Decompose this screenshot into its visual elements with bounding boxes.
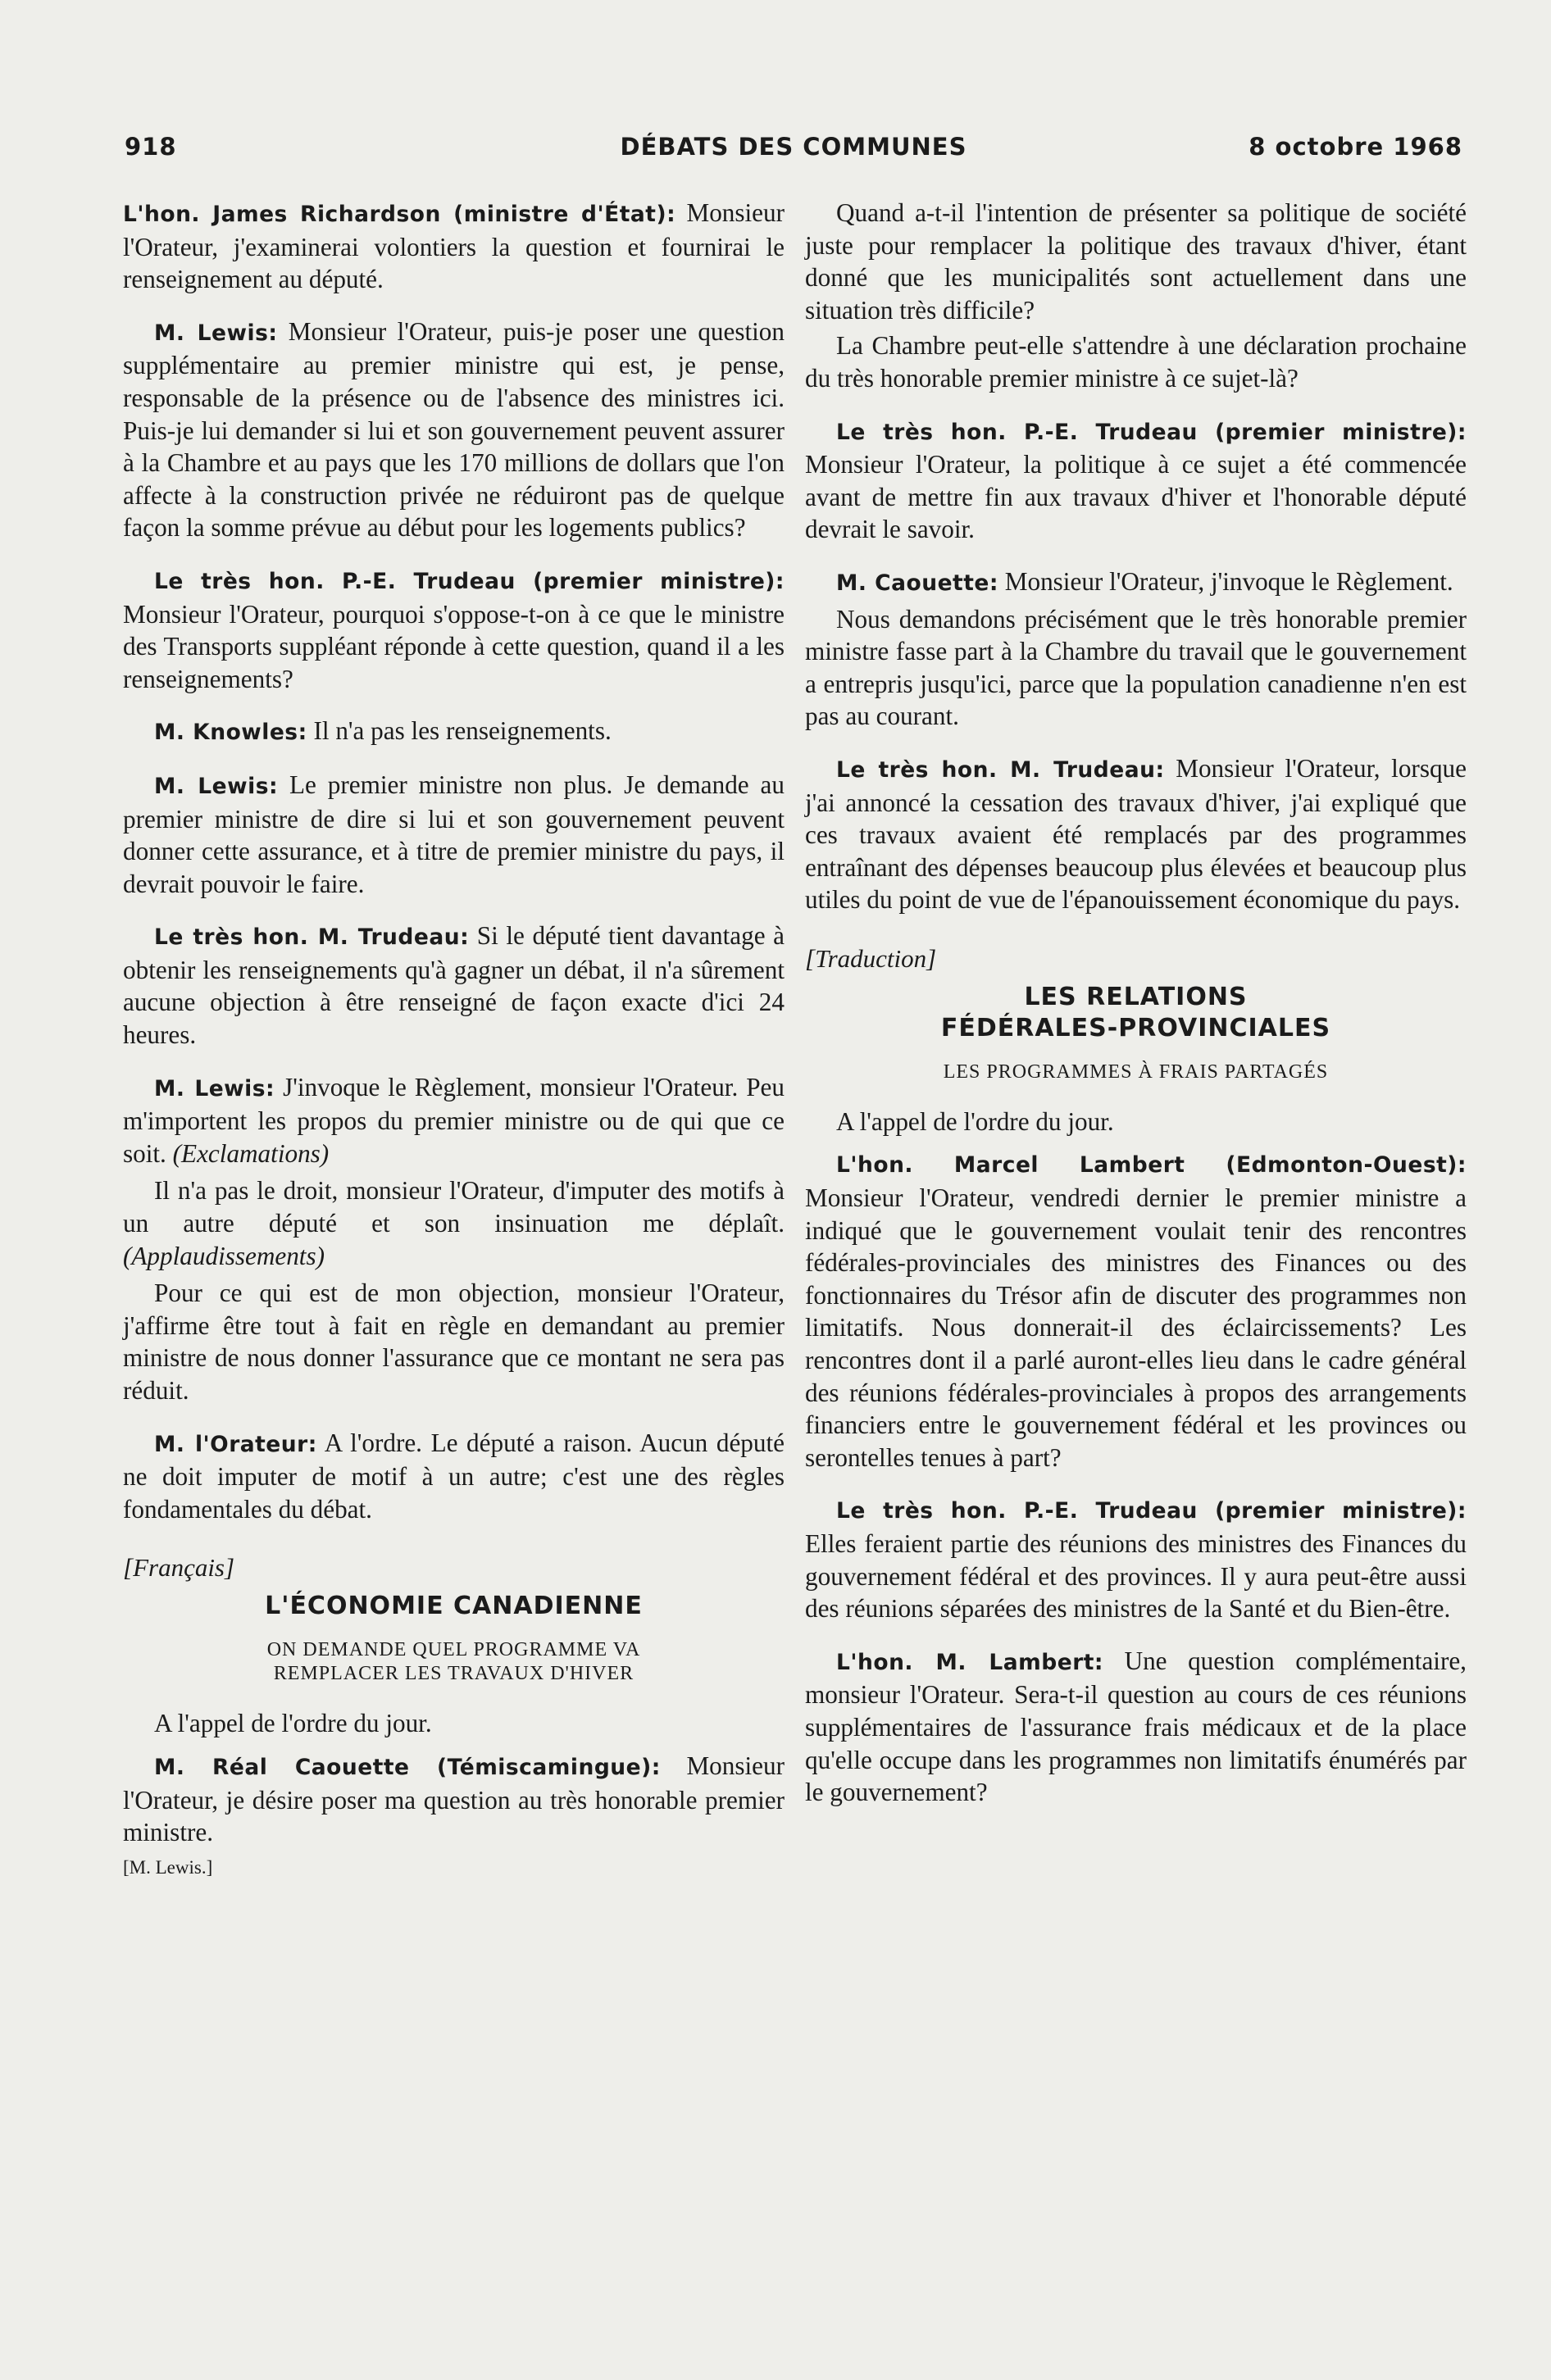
stage-note: (Exclamations) bbox=[172, 1138, 330, 1168]
speech-paragraph: Le très hon. P.-E. Trudeau (premier ministre): Elles feraient partie des réunions des ministres des Finances du gouvernement fédéral et des provinces. Il y aura peut-être aussi des réunions séparées des ministres de la Santé et du Bien-être. bbox=[805, 1498, 1467, 1624]
speech-paragraph: Le très hon. P.-E. Trudeau (premier ministre): Monsieur l'Orateur, pourquoi s'oppose-t-on à ce que le ministre des Transports suppléant réponde à cette question, quand il a les renseignements? bbox=[123, 568, 785, 693]
page-header bbox=[125, 133, 1462, 170]
speech-paragraph: M. Lewis: Le premier ministre non plus. Je demande au premier ministre de dire si lui et son gouvernement peuvent donner cette assurance, et à titre de premier ministre du pays, il devrait pouvoir le faire. bbox=[123, 770, 785, 898]
speech-paragraph: M. Lewis: J'invoque le Règlement, monsieur l'Orateur. Peu m'importent les propos du premier ministre ou de qui que ce soit. (Exclamations) bbox=[123, 1072, 785, 1168]
speaker-name: M. Réal Caouette (Témiscamingue): bbox=[154, 1754, 661, 1780]
footer-note: [M. Lewis.] bbox=[123, 1856, 213, 1878]
speech-paragraph: M. Réal Caouette (Témiscamingue): Monsieur l'Orateur, je désire poser ma question au très honorable premier ministre. bbox=[123, 1751, 785, 1847]
speaker-name: M. Lewis: bbox=[154, 320, 278, 346]
speaker-name: M. Knowles: bbox=[154, 720, 307, 746]
page-date: 8 octobre 1968 bbox=[1249, 133, 1462, 161]
speech-paragraph: Le très hon. P.-E. Trudeau (premier ministre): Monsieur l'Orateur, la politique à ce sujet a été commencée avant de mettre fin aux travaux d'hiver et l'honorable député devrait le savoir. bbox=[805, 419, 1467, 544]
speaker-name: M. l'Orateur: bbox=[154, 1431, 317, 1457]
section-subtitle: ON DEMANDE QUEL PROGRAMME VA REMPLACER LES TRAVAUX D'HIVER bbox=[266, 1639, 641, 1685]
speech-paragraph: La Chambre peut-elle s'attendre à une déclaration prochaine du très honorable premier ministre à ce sujet-là? bbox=[805, 331, 1467, 393]
order-call: A l'appel de l'ordre du jour. bbox=[836, 1106, 1114, 1136]
speaker-name: Le très hon. P.-E. Trudeau (premier ministre): bbox=[836, 419, 1467, 445]
speech-paragraph: L'hon. James Richardson (ministre d'État): Monsieur l'Orateur, j'examinerai volontiers la question et fournirai le renseignement au député. bbox=[123, 198, 785, 294]
speaker-name: Le très hon. P.-E. Trudeau (premier ministre): bbox=[154, 568, 785, 594]
section-subtitle: LES PROGRAMMES À FRAIS PARTAGÉS bbox=[943, 1061, 1329, 1083]
speaker-name: L'hon. James Richardson (ministre d'État): bbox=[123, 202, 676, 227]
page-number: 918 bbox=[125, 133, 177, 161]
speech-paragraph: L'hon. Marcel Lambert (Edmonton-Ouest): Monsieur l'Orateur, vendredi dernier le premier ministre a indiqué que le gouvernement voulait tenir des rencontres fédérales-provinciales des ministres des Finances ou des fonctionnaires du Trésor afin de discuter des programmes non limitatifs. Nous donnerait-il des éclaircissements? Les rencontres dont il a parlé auront-elles lieu dans le cadre général des réunions fédérales-provinciales à propos des arrangements financiers entre le gouvernement fédéral et les provinces ou serontelles tenues à part? bbox=[805, 1152, 1467, 1472]
language-tag: [Français] bbox=[123, 1553, 235, 1583]
speech-paragraph: Pour ce qui est de mon objection, monsieur l'Orateur, j'affirme être tout à fait en règle en demandant au premier ministre de nous donner l'assurance que ce montant ne sera pas réduit. bbox=[123, 1279, 785, 1405]
speaker-name: L'hon. Marcel Lambert (Edmonton-Ouest): bbox=[836, 1152, 1467, 1179]
stage-note: (Applaudissements) bbox=[123, 1241, 325, 1270]
speaker-name: Le très hon. P.-E. Trudeau (premier ministre): bbox=[836, 1498, 1467, 1524]
speech-paragraph: M. Caouette: Monsieur l'Orateur, j'invoque le Règlement. bbox=[836, 566, 1453, 596]
publication-title: DÉBATS DES COMMUNES bbox=[620, 133, 967, 161]
speech-paragraph: M. Knowles: Il n'a pas les renseignements. bbox=[154, 716, 612, 746]
right-column bbox=[805, 197, 1467, 1828]
speech-paragraph: M. l'Orateur: A l'ordre. Le député a raison. Aucun député ne doit imputer de motif à un autre; c'est une des règles fondamentales du débat. bbox=[123, 1428, 785, 1524]
speaker-name: M. Lewis: bbox=[154, 773, 279, 799]
speaker-name: Le très hon. M. Trudeau: bbox=[836, 756, 1165, 783]
speaker-name: M. Caouette: bbox=[836, 570, 998, 596]
speech-paragraph: L'hon. M. Lambert: Une question complémentaire, monsieur l'Orateur. Sera-t-il question au cours de ces réunions supplémentaires de l'assurance frais médicaux et de la place qu'elle occupe dans les programmes non limitatifs énumérés par le gouvernement? bbox=[805, 1646, 1467, 1807]
speaker-name: Le très hon. M. Trudeau: bbox=[154, 924, 470, 951]
section-title: LES RELATIONS FÉDÉRALES-PROVINCIALES bbox=[940, 982, 1331, 1042]
speaker-name: M. Lewis: bbox=[154, 1075, 275, 1101]
speech-paragraph: Le très hon. M. Trudeau: Monsieur l'Orateur, lorsque j'ai annoncé la cessation des travaux d'hiver, j'ai expliqué que ces travaux avaient été remplacés par des programmes entraînant des dépenses beaucoup plus élevées et beaucoup plus utiles du point de vue de l'épanouissement économique du pays. bbox=[805, 753, 1467, 915]
left-column bbox=[123, 197, 785, 1878]
speech-paragraph: M. Lewis: Monsieur l'Orateur, puis-je poser une question supplémentaire au premier ministre qui est, je pense, responsable de la présence ou de l'absence des ministres ici. Puis-je lui demander si lui et son gouvernement peuvent assurer à la Chambre et au pays que les 170 millions de dollars que l'on affecte à la construction privée ne réduiront pas de quelque façon la somme prévue au début pour les logements publics? bbox=[123, 316, 785, 543]
speech-paragraph: Le très hon. M. Trudeau: Si le député tient davantage à obtenir les renseignements qu'à gagner un débat, il n'a sûrement aucune objection à être renseigné de façon exacte d'ici 24 heures. bbox=[123, 921, 785, 1050]
section-title: L'ÉCONOMIE CANADIENNE bbox=[265, 1592, 643, 1621]
speech-paragraph: Il n'a pas le droit, monsieur l'Orateur, d'imputer des motifs à un autre député et son insinuation me déplaît. (Applaudissements) bbox=[123, 1176, 785, 1270]
speech-paragraph: Quand a-t-il l'intention de présenter sa politique de société juste pour remplacer la politique des travaux d'hiver, étant donné que les municipalités sont actuellement dans une situation très difficile? bbox=[805, 198, 1467, 325]
speaker-name: L'hon. M. Lambert: bbox=[836, 1649, 1104, 1675]
speech-paragraph: Nous demandons précisément que le très honorable premier ministre fasse part à la Chambre du travail que le gouvernement a entrepris jusqu'ici, parce que la population canadienne n'en est pas au courant. bbox=[805, 604, 1467, 731]
order-call: A l'appel de l'ordre du jour. bbox=[154, 1709, 432, 1738]
language-tag: [Traduction] bbox=[805, 943, 937, 973]
